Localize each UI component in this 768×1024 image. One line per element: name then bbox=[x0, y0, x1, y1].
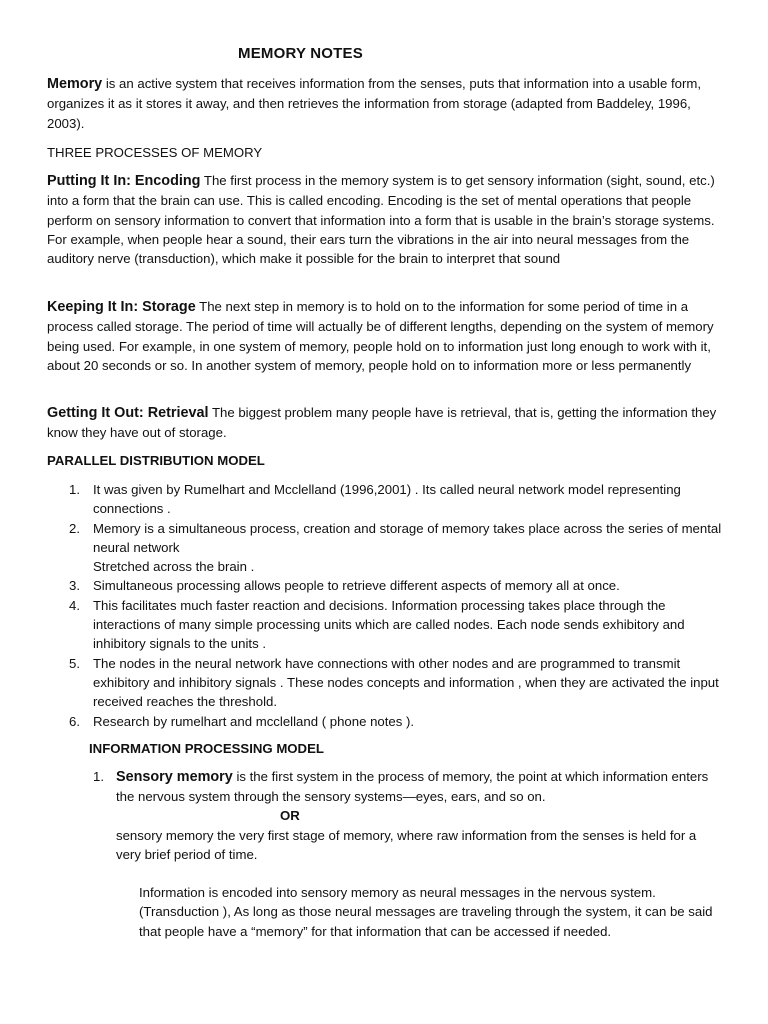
list-item bbox=[69, 519, 723, 577]
sensory-memory-alt-definition: sensory memory the very first stage of memory, where raw information from the senses is held for a very brief period of time. bbox=[116, 828, 697, 863]
pdm-heading: PARALLEL DISTRIBUTION MODEL bbox=[47, 453, 265, 468]
list-text: The nodes in the neural network have connections with other nodes and are programmed to transmit exhibitory and inhibitory signals . These nodes concepts and information , when they are activated the input received reaches the threshold. bbox=[93, 655, 719, 710]
list-number: 6. bbox=[69, 713, 80, 729]
list-item bbox=[69, 596, 723, 654]
encoding-lead: Putting It In: Encoding bbox=[47, 173, 201, 189]
storage-text: The next step in memory is to hold on to the information for some period of time in a process called storage. The period of time will actually be of different lengths, depending on the system of memory being used. For example, in one system of memory, people hold on to information just long enough to work with it, about 20 seconds or so. In another system of memory, people hold on to information more or less permanently bbox=[47, 299, 714, 373]
list-number: 1. bbox=[69, 482, 80, 497]
list-number: 2. bbox=[69, 520, 80, 536]
sensory-memory-item bbox=[93, 767, 723, 807]
three-processes-heading: THREE PROCESSES OF MEMORY bbox=[47, 145, 263, 160]
storage-lead: Keeping It In: Storage bbox=[47, 299, 196, 315]
encoding-text: The first process in the memory system is to get sensory information (sight, sound, etc.) into a form that the brain can use. This is called encoding. Encoding is the set of mental operations that people perform on sensory information to convert that information into a form that is usable in the brain’s storage systems. For example, when people hear a sound, their ears turn the vibrations in the air into neural messages from the auditory nerve (transduction), which make it possible for the brain to interpret that sound bbox=[47, 173, 715, 267]
pdm-list bbox=[69, 480, 723, 731]
list-number: 5. bbox=[69, 655, 80, 671]
list-number: 1. bbox=[93, 769, 104, 784]
list-text-continued: Stretched across the brain . bbox=[93, 559, 255, 575]
retrieval-lead: Getting It Out: Retrieval bbox=[47, 405, 209, 421]
encoding-paragraph bbox=[47, 171, 723, 268]
list-text: This facilitates much faster reaction and decisions. Information processing takes place through the interactions of many simple processing units which are called nodes. Each node sends exhibitory and inhibitory signals to the units . bbox=[93, 597, 685, 652]
list-item bbox=[69, 712, 723, 731]
list-number: 3. bbox=[69, 578, 80, 594]
encoding-note-paragraph: Information is encoded into sensory memory as neural messages in the nervous system. (Transduction ), As long as those neural messages are traveling through the system, it can be said that people have a “memory” for that information that can be accessed if needed. bbox=[139, 885, 713, 939]
storage-paragraph bbox=[47, 297, 723, 375]
list-item bbox=[69, 480, 723, 519]
list-text: It was given by Rumelhart and Mcclelland (1996,2001) . Its called neural network model representing connections . bbox=[93, 482, 681, 517]
list-number: 4. bbox=[69, 597, 80, 613]
memory-term: Memory bbox=[47, 76, 103, 92]
or-label: OR bbox=[280, 808, 300, 823]
intro-text: is an active system that receives information from the senses, puts that information into a usable form, organizes it as it stores it away, and then retrieves the information from storage (adapted from Baddeley, 1996, 2003). bbox=[47, 76, 702, 131]
page-title: MEMORY NOTES bbox=[238, 45, 363, 62]
list-text: Research by rumelhart and mcclelland ( phone notes ). bbox=[93, 713, 415, 729]
ipm-heading: INFORMATION PROCESSING MODEL bbox=[89, 741, 324, 756]
list-item bbox=[69, 576, 723, 595]
list-text: Simultaneous processing allows people to retrieve different aspects of memory all at once. bbox=[93, 578, 620, 594]
retrieval-text: The biggest problem many people have is retrieval, that is, getting the information they know they have out of storage. bbox=[47, 405, 717, 441]
intro-paragraph bbox=[47, 74, 723, 133]
retrieval-paragraph bbox=[47, 403, 723, 443]
sensory-memory-term: Sensory memory bbox=[116, 769, 233, 785]
list-text: Memory is a simultaneous process, creation and storage of memory takes place across the series of mental neural network bbox=[93, 520, 722, 555]
list-item bbox=[69, 654, 723, 712]
sensory-memory-text: is the first system in the process of memory, the point at which information enters the nervous system through the sensory systems—eyes, ears, and so on. bbox=[116, 769, 709, 805]
